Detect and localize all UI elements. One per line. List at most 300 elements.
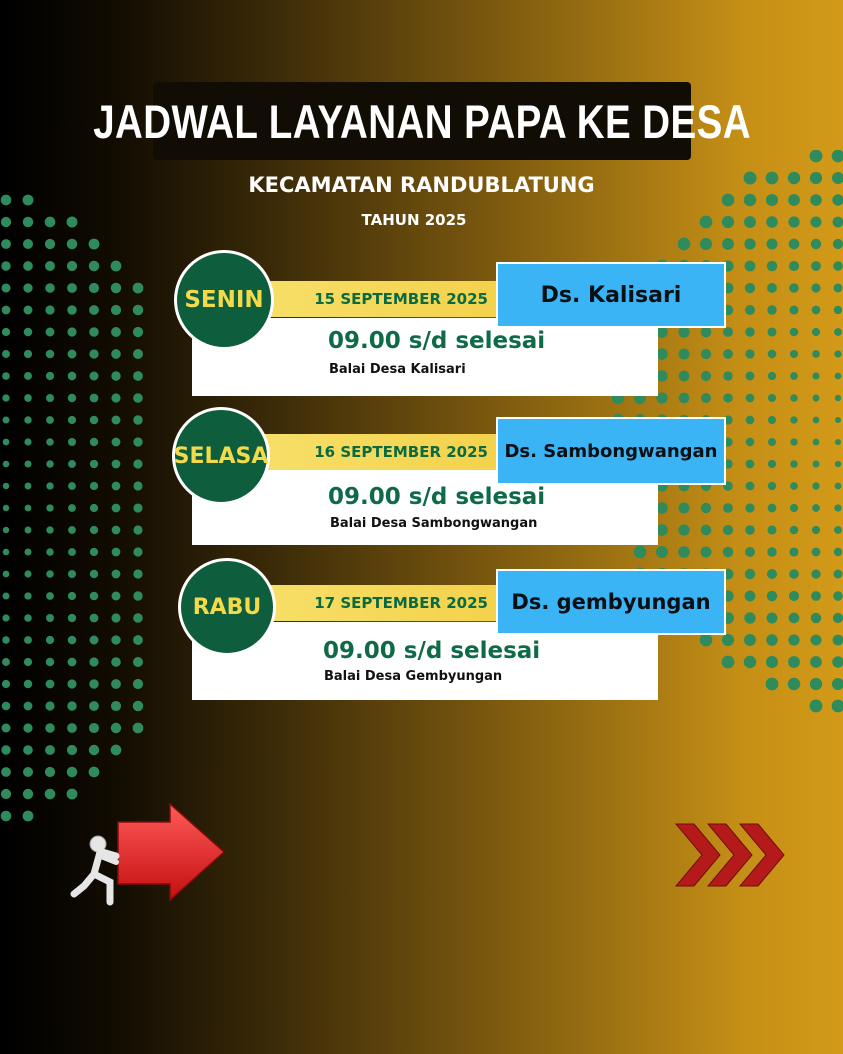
halftone-dot	[46, 680, 55, 689]
halftone-dot	[745, 503, 754, 512]
halftone-dot	[679, 349, 690, 360]
title-banner	[93, 82, 751, 160]
halftone-dot	[832, 678, 843, 690]
halftone-dot	[89, 679, 98, 688]
halftone-dot	[133, 393, 143, 403]
halftone-dot	[767, 239, 778, 250]
halftone-dot	[133, 327, 143, 337]
halftone-dot	[701, 371, 711, 381]
halftone-dot	[24, 702, 33, 711]
halftone-dot	[767, 283, 777, 293]
halftone-dot	[89, 723, 99, 733]
halftone-dot	[112, 460, 121, 469]
halftone-dot	[3, 483, 9, 489]
halftone-dot	[656, 370, 667, 381]
halftone-dot	[790, 482, 798, 490]
subtitle-district: KECAMATAN RANDUBLATUNG	[248, 173, 595, 197]
halftone-dot	[45, 723, 54, 732]
halftone-dot	[701, 327, 712, 338]
halftone-dot	[3, 505, 9, 511]
halftone-dot	[2, 724, 11, 733]
halftone-dot	[89, 261, 99, 271]
halftone-dot	[744, 238, 755, 249]
halftone-dot	[634, 546, 647, 559]
halftone-dot	[767, 591, 777, 601]
halftone-dot	[813, 395, 820, 402]
halftone-dot	[722, 656, 735, 669]
halftone-dot	[723, 393, 732, 402]
halftone-dot	[789, 613, 800, 624]
halftone-dot	[2, 416, 9, 423]
halftone-dot	[746, 416, 755, 425]
halftone-dot	[68, 460, 76, 468]
halftone-dot	[25, 527, 32, 534]
halftone-dot	[812, 504, 820, 512]
halftone-dot	[2, 394, 9, 401]
venue-text: Balai Desa Kalisari	[329, 362, 466, 377]
halftone-dot	[45, 283, 55, 293]
halftone-dot	[112, 504, 121, 513]
halftone-dot	[68, 350, 77, 359]
halftone-dot	[656, 546, 668, 558]
halftone-dot	[46, 460, 53, 467]
halftone-dot	[790, 504, 798, 512]
halftone-dot	[89, 657, 98, 666]
halftone-dot	[111, 327, 121, 337]
halftone-dot	[2, 306, 11, 315]
halftone-dot	[1, 283, 10, 292]
halftone-dot	[1, 789, 11, 799]
halftone-dot	[112, 482, 121, 491]
halftone-dot	[833, 261, 843, 271]
halftone-dot	[68, 394, 76, 402]
halftone-dot	[111, 679, 121, 689]
halftone-dot	[2, 350, 10, 358]
halftone-dot	[25, 549, 32, 556]
halftone-dot	[67, 239, 78, 250]
halftone-dot	[133, 547, 142, 556]
halftone-dot	[68, 372, 77, 381]
chevron-right-icon	[672, 822, 788, 888]
halftone-dot	[24, 592, 31, 599]
halftone-dot	[45, 261, 55, 271]
halftone-dot	[90, 592, 99, 601]
halftone-dot	[24, 328, 33, 337]
halftone-dot	[46, 438, 54, 446]
halftone-dot	[46, 636, 54, 644]
venue-text: Balai Desa Gembyungan	[324, 669, 503, 684]
halftone-dot	[768, 350, 777, 359]
time-text: 09.00 s/d selesai	[323, 638, 541, 664]
halftone-dot	[834, 548, 842, 556]
day-badge: SELASA	[172, 407, 270, 505]
halftone-dot	[45, 789, 56, 800]
halftone-dot	[744, 634, 756, 646]
halftone-dot	[833, 569, 842, 578]
halftone-dot	[89, 283, 99, 293]
halftone-dot	[111, 657, 121, 667]
halftone-dot	[679, 371, 690, 382]
halftone-dot	[133, 459, 142, 468]
halftone-dot	[768, 372, 776, 380]
halftone-dot	[1, 811, 12, 822]
halftone-dot	[67, 305, 77, 315]
halftone-dot	[23, 283, 32, 292]
halftone-dot	[810, 150, 823, 162]
date-band: 15 SEPTEMBER 2025	[260, 281, 498, 317]
time-text: 09.00 s/d selesai	[328, 328, 546, 354]
halftone-dot	[23, 789, 33, 799]
halftone-dot	[111, 349, 121, 359]
halftone-dot	[67, 789, 78, 800]
halftone-dot	[90, 614, 99, 623]
halftone-dot	[723, 349, 733, 359]
halftone-dot	[810, 700, 823, 713]
halftone-dot	[24, 658, 32, 666]
halftone-dot	[68, 482, 76, 490]
halftone-dot	[813, 417, 820, 424]
halftone-dot	[701, 393, 711, 403]
halftone-dot	[24, 350, 32, 358]
halftone-dot	[24, 394, 32, 402]
halftone-dot	[789, 283, 799, 293]
halftone-dot	[23, 745, 33, 755]
halftone-dot	[1, 745, 10, 754]
halftone-dot	[112, 438, 121, 447]
halftone-dot	[813, 439, 820, 446]
halftone-dot	[133, 613, 143, 623]
halftone-dot	[678, 524, 689, 535]
time-text: 09.00 s/d selesai	[328, 484, 546, 510]
halftone-dot	[790, 328, 799, 337]
halftone-dot	[834, 306, 842, 314]
halftone-dot	[133, 635, 143, 645]
halftone-dot	[746, 482, 755, 491]
halftone-dot	[835, 483, 842, 490]
halftone-dot	[768, 438, 776, 446]
halftone-dot	[111, 415, 120, 424]
halftone-dot	[133, 591, 142, 600]
halftone-dot	[67, 261, 77, 271]
halftone-dot	[90, 504, 98, 512]
halftone-dot	[767, 569, 777, 579]
halftone-dot	[112, 570, 121, 579]
halftone-dot	[67, 745, 77, 755]
halftone-dot	[1, 261, 10, 270]
halftone-dot	[111, 283, 121, 293]
halftone-dot	[790, 438, 797, 445]
page-title: JADWAL LAYANAN PAPA KE DESA	[93, 94, 751, 148]
halftone-dot	[745, 261, 756, 272]
halftone-dot	[767, 261, 777, 271]
halftone-dot	[810, 634, 821, 645]
halftone-dot	[767, 525, 776, 534]
halftone-dot	[112, 592, 121, 601]
halftone-dot	[834, 328, 842, 336]
halftone-dot	[790, 416, 797, 423]
halftone-dot	[111, 393, 120, 402]
halftone-dot	[133, 349, 143, 359]
halftone-dot	[90, 416, 99, 425]
halftone-dot	[68, 548, 76, 556]
halftone-dot	[3, 571, 10, 578]
halftone-dot	[89, 327, 99, 337]
halftone-dot	[832, 150, 843, 162]
halftone-dot	[745, 305, 755, 315]
halftone-dot	[133, 679, 143, 689]
halftone-dot	[833, 613, 843, 623]
halftone-dot	[811, 283, 820, 292]
halftone-dot	[812, 306, 821, 315]
dot-pattern-left	[0, 150, 160, 870]
halftone-dot	[90, 526, 98, 534]
halftone-dot	[46, 350, 55, 359]
day-badge: RABU	[178, 558, 276, 656]
halftone-dot	[24, 416, 31, 423]
halftone-dot	[789, 261, 799, 271]
halftone-dot	[23, 723, 32, 732]
halftone-dot	[111, 701, 121, 711]
halftone-dot	[24, 570, 31, 577]
halftone-dot	[746, 438, 755, 447]
halftone-dot	[68, 504, 76, 512]
venue-text: Balai Desa Sambongwangan	[330, 516, 538, 531]
halftone-dot	[46, 614, 54, 622]
halftone-dot	[812, 482, 819, 489]
halftone-dot	[834, 284, 843, 293]
halftone-dot	[679, 503, 690, 514]
halftone-dot	[68, 438, 76, 446]
halftone-dot	[768, 394, 776, 402]
halftone-dot	[790, 350, 798, 358]
halftone-dot	[745, 349, 754, 358]
halftone-dot	[24, 614, 32, 622]
halftone-dot	[811, 239, 821, 249]
halftone-dot	[3, 461, 10, 468]
halftone-dot	[812, 350, 820, 358]
halftone-dot	[24, 438, 31, 445]
halftone-dot	[767, 547, 776, 556]
halftone-dot	[701, 547, 712, 558]
halftone-dot	[1, 239, 11, 249]
halftone-dot	[67, 723, 77, 733]
halftone-dot	[25, 505, 32, 512]
halftone-dot	[790, 526, 799, 535]
halftone-dot	[46, 658, 55, 667]
halftone-dot	[835, 439, 841, 445]
halftone-dot	[835, 461, 841, 467]
halftone-dot	[833, 591, 843, 601]
halftone-dot	[111, 613, 120, 622]
halftone-dot	[789, 547, 798, 556]
halftone-dot	[766, 612, 777, 623]
halftone-dot	[788, 634, 799, 645]
halftone-dot	[68, 526, 76, 534]
halftone-dot	[2, 680, 10, 688]
halftone-dot	[834, 526, 842, 534]
halftone-dot	[46, 328, 55, 337]
halftone-dot	[112, 548, 121, 557]
halftone-dot	[811, 569, 820, 578]
halftone-dot	[23, 767, 33, 777]
subtitle-year: TAHUN 2025	[361, 211, 467, 229]
halftone-dot	[678, 238, 691, 251]
halftone-dot	[45, 745, 55, 755]
halftone-dot	[744, 656, 756, 668]
halftone-dot	[89, 767, 100, 778]
halftone-dot	[768, 416, 776, 424]
halftone-dot	[700, 634, 713, 647]
halftone-dot	[46, 416, 54, 424]
halftone-dot	[723, 371, 733, 381]
halftone-dot	[24, 372, 32, 380]
halftone-dot	[833, 217, 843, 228]
halftone-dot	[24, 636, 32, 644]
halftone-dot	[2, 658, 10, 666]
person-pushing-arrow-icon	[70, 800, 230, 910]
halftone-dot	[133, 503, 142, 512]
halftone-dot	[133, 305, 144, 316]
halftone-dot	[89, 349, 98, 358]
halftone-dot	[89, 371, 98, 380]
halftone-dot	[701, 503, 711, 513]
halftone-dot	[111, 261, 122, 272]
halftone-dot	[790, 372, 798, 380]
halftone-dot	[46, 504, 53, 511]
halftone-dot	[1, 767, 11, 777]
halftone-dot	[834, 504, 841, 511]
halftone-dot	[789, 305, 798, 314]
halftone-dot	[835, 395, 841, 401]
halftone-dot	[810, 656, 822, 668]
halftone-dot	[89, 745, 99, 755]
halftone-dot	[834, 350, 841, 357]
halftone-dot	[133, 569, 142, 578]
halftone-dot	[811, 591, 821, 601]
halftone-dot	[46, 394, 54, 402]
halftone-dot	[2, 372, 10, 380]
halftone-dot	[2, 636, 10, 644]
halftone-dot	[67, 767, 77, 777]
day-badge: SENIN	[174, 250, 274, 350]
halftone-dot	[24, 460, 31, 467]
halftone-dot	[89, 239, 100, 250]
halftone-dot	[133, 415, 142, 424]
halftone-dot	[90, 570, 98, 578]
halftone-dot	[745, 283, 755, 293]
halftone-dot	[3, 549, 10, 556]
halftone-dot	[3, 439, 10, 446]
halftone-dot	[832, 656, 843, 667]
halftone-dot	[45, 701, 54, 710]
village-label: Ds. Kalisari	[496, 262, 726, 328]
halftone-dot	[46, 592, 54, 600]
halftone-dot	[133, 481, 142, 490]
halftone-dot	[90, 438, 98, 446]
halftone-dot	[656, 392, 667, 403]
halftone-dot	[46, 526, 53, 533]
halftone-dot	[790, 460, 798, 468]
halftone-dot	[766, 678, 779, 691]
halftone-dot	[133, 701, 143, 711]
halftone-dot	[111, 745, 122, 756]
halftone-dot	[90, 460, 98, 468]
halftone-dot	[23, 261, 33, 271]
halftone-dot	[832, 700, 843, 713]
halftone-dot	[46, 372, 54, 380]
halftone-dot	[90, 548, 98, 556]
halftone-dot	[810, 678, 822, 690]
halftone-dot	[746, 394, 755, 403]
halftone-dot	[2, 614, 9, 621]
halftone-dot	[68, 658, 77, 667]
halftone-dot	[678, 546, 690, 558]
halftone-dot	[812, 372, 819, 379]
halftone-dot	[768, 460, 776, 468]
halftone-dot	[723, 503, 733, 513]
halftone-dot	[789, 591, 799, 601]
halftone-dot	[811, 261, 821, 271]
halftone-dot	[812, 328, 820, 336]
halftone-dot	[68, 636, 77, 645]
halftone-dot	[133, 437, 142, 446]
halftone-dot	[133, 657, 143, 667]
halftone-dot	[745, 569, 755, 579]
halftone-dot	[45, 767, 55, 777]
halftone-dot	[766, 634, 778, 646]
halftone-dot	[25, 483, 32, 490]
halftone-dot	[133, 723, 144, 734]
halftone-dot	[24, 306, 33, 315]
halftone-dot	[89, 305, 99, 315]
halftone-dot	[745, 327, 755, 337]
halftone-dot	[133, 371, 143, 381]
village-label: Ds. gembyungan	[496, 569, 726, 635]
date-band: 16 SEPTEMBER 2025	[260, 434, 498, 470]
halftone-dot	[67, 701, 76, 710]
halftone-dot	[746, 460, 755, 469]
halftone-dot	[746, 372, 755, 381]
halftone-dot	[112, 526, 121, 535]
halftone-dot	[745, 547, 755, 557]
halftone-dot	[23, 239, 33, 249]
halftone-dot	[2, 702, 11, 711]
village-label: Ds. Sambongwangan	[496, 417, 726, 485]
halftone-dot	[701, 349, 711, 359]
halftone-dot	[835, 417, 841, 423]
halftone-dot	[3, 527, 9, 533]
halftone-dot	[67, 679, 76, 688]
halftone-dot	[789, 569, 799, 579]
halftone-dot	[133, 283, 144, 294]
halftone-dot	[767, 305, 776, 314]
halftone-dot	[723, 525, 733, 535]
halftone-dot	[46, 482, 53, 489]
halftone-dot	[722, 634, 734, 646]
halftone-dot	[701, 525, 712, 536]
halftone-dot	[813, 461, 820, 468]
halftone-dot	[45, 305, 54, 314]
halftone-dot	[789, 239, 800, 250]
halftone-dot	[90, 482, 98, 490]
halftone-dot	[111, 371, 120, 380]
halftone-dot	[89, 701, 99, 711]
halftone-dot	[111, 305, 121, 315]
halftone-dot	[68, 614, 76, 622]
halftone-dot	[700, 238, 712, 250]
halftone-dot	[768, 482, 776, 490]
halftone-dot	[745, 525, 755, 535]
